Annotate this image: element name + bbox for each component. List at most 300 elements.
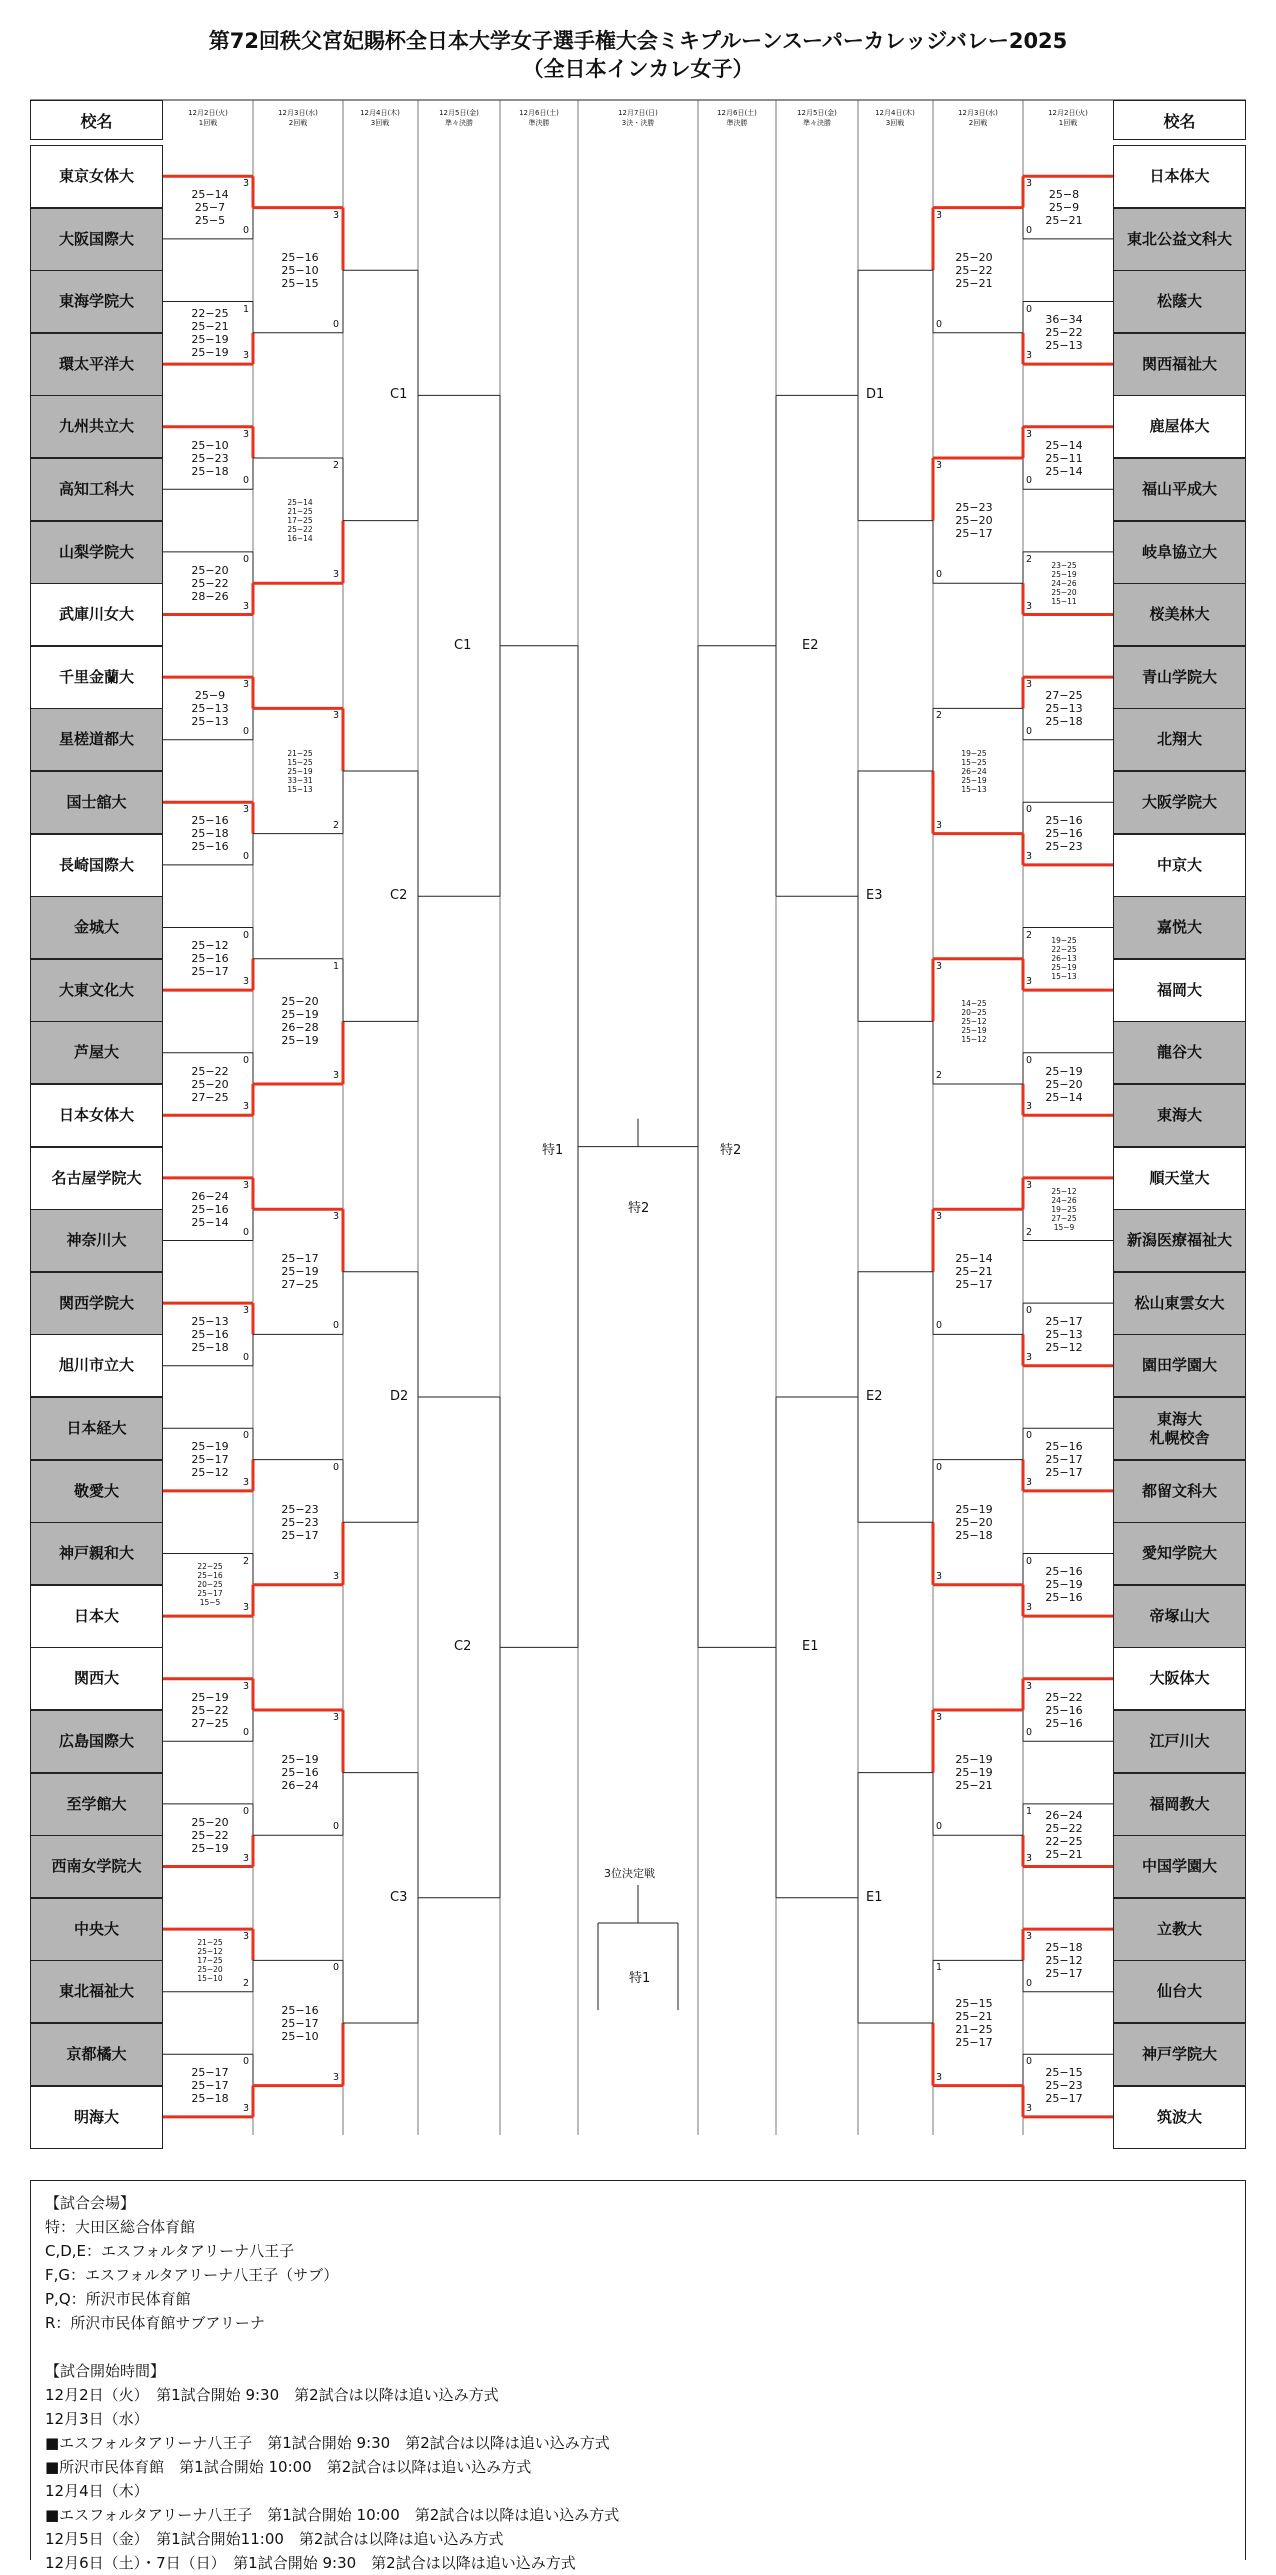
right-r2-match-sets-bottom: 0 bbox=[936, 569, 943, 581]
set-score: 25−21 bbox=[955, 276, 993, 290]
round-name: 準決勝 bbox=[726, 119, 748, 127]
right-r1-match-sets-top: 3 bbox=[1026, 1680, 1033, 1692]
right-r1-match-sets-bottom: 3 bbox=[1026, 350, 1033, 362]
right-r2-match-sets-bottom: 3 bbox=[936, 819, 943, 831]
team-right: 龍谷大 bbox=[1113, 1021, 1246, 1084]
round-header-left bbox=[497, 108, 581, 128]
set-score: 25−17 bbox=[1045, 1314, 1083, 1328]
round-header-left bbox=[417, 108, 501, 128]
left-r1-match-scores bbox=[171, 1065, 249, 1104]
left-r1-match-sets-bottom: 0 bbox=[243, 1727, 250, 1739]
left-r1-match-sets-top: 0 bbox=[243, 1805, 250, 1817]
left-r1-match-scores bbox=[171, 1691, 249, 1730]
set-score: 25−16 bbox=[1045, 1591, 1083, 1605]
team-left: 東北福祉大 bbox=[30, 1960, 163, 2023]
left-r2-match-sets-top: 0 bbox=[333, 1962, 340, 1974]
right-r1-match-sets-bottom: 0 bbox=[1026, 1727, 1033, 1739]
set-score: 25−17 bbox=[955, 1278, 993, 1292]
right-r2-match-scores bbox=[935, 1997, 1013, 2049]
left-qf-court-label: C2 bbox=[454, 1639, 472, 1655]
set-score: 25−19 bbox=[191, 345, 229, 359]
set-score: 25−8 bbox=[1048, 188, 1080, 202]
round-date: 12月6日(土) bbox=[717, 109, 757, 117]
info-line: ■エスフォルタアリーナ八王子 第1試合開始 10:00 第2試合は以降は追い込み方式 bbox=[45, 2506, 620, 2524]
right-r1-match-scores bbox=[1025, 689, 1103, 728]
right-r1-match-sets-bottom: 2 bbox=[1026, 1226, 1033, 1238]
left-r2-match-sets-bottom: 0 bbox=[333, 1320, 340, 1332]
set-score: 25−19 bbox=[1045, 1578, 1083, 1592]
info-line: F,G：エスフォルタアリーナ八王子（サブ） bbox=[45, 2266, 339, 2284]
left-r1-match-sets-top: 3 bbox=[243, 1305, 250, 1317]
set-score: 25−22 bbox=[191, 1828, 229, 1842]
left-r1-match-sets-top: 3 bbox=[243, 178, 250, 190]
round-name: 1回戦 bbox=[1058, 119, 1078, 127]
set-score: 25−16 bbox=[191, 952, 229, 966]
set-score: 25−17 bbox=[191, 965, 229, 979]
set-score: 25−19 bbox=[191, 1690, 229, 1704]
set-score: 25−12 bbox=[191, 939, 229, 953]
team-left: 関西学院大 bbox=[30, 1272, 163, 1335]
right-r1-match-sets-top: 2 bbox=[1026, 929, 1033, 941]
left-r1-match-sets-bottom: 0 bbox=[243, 850, 250, 862]
info-line: 12月6日（土）・7日（日） 第1試合開始 9:30 第2試合は以降は追い込み方式 bbox=[45, 2554, 576, 2572]
team-right: 筑波大 bbox=[1113, 2086, 1246, 2149]
set-score: 26−24 bbox=[1045, 1809, 1083, 1823]
set-score: 25−17 bbox=[1045, 2092, 1083, 2106]
left-r2-match-sets-top: 1 bbox=[333, 960, 340, 972]
round-name: 2回戦 bbox=[968, 119, 988, 127]
team-left: 中央大 bbox=[30, 1898, 163, 1961]
set-score: 21−25 bbox=[287, 507, 313, 517]
set-score: 25−23 bbox=[281, 1515, 319, 1529]
set-score: 25−22 bbox=[191, 576, 229, 590]
team-right: 北翔大 bbox=[1113, 708, 1246, 771]
set-score: 25−16 bbox=[281, 250, 319, 264]
set-score: 25−9 bbox=[1048, 201, 1080, 215]
left-r1-match-sets-top: 3 bbox=[243, 804, 250, 816]
left-r1-match-sets-top: 0 bbox=[243, 1430, 250, 1442]
set-score: 25−20 bbox=[191, 1815, 229, 1829]
set-score: 25−17 bbox=[955, 2036, 993, 2049]
set-score: 25−17 bbox=[191, 2066, 229, 2080]
right-r3-court-label: E2 bbox=[866, 1389, 883, 1404]
set-score: 22−25 bbox=[197, 1562, 223, 1572]
set-score: 25−20 bbox=[955, 514, 993, 528]
left-r2-match-scores bbox=[261, 1753, 339, 1792]
set-score: 25−23 bbox=[191, 451, 229, 465]
third-place-title: 3位決定戦 bbox=[604, 1867, 655, 1880]
round-header-final bbox=[596, 108, 680, 128]
set-score: 25−22 bbox=[191, 1064, 229, 1078]
set-score: 25−17 bbox=[197, 1589, 223, 1599]
right-qf-court-label: E2 bbox=[802, 637, 819, 653]
right-r1-match-scores bbox=[1025, 439, 1103, 478]
left-r1-match-sets-bottom: 3 bbox=[243, 600, 250, 612]
venue-info-panel bbox=[30, 2180, 1246, 2572]
set-score: 25−15 bbox=[1045, 2066, 1083, 2080]
set-score: 25−16 bbox=[281, 1766, 319, 1780]
set-score: 25−23 bbox=[1045, 840, 1083, 854]
right-r1-match-scores bbox=[1025, 1809, 1103, 1861]
team-right: 江戸川大 bbox=[1113, 1710, 1246, 1773]
right-r1-match-scores bbox=[1025, 313, 1103, 352]
set-score: 27−25 bbox=[191, 1090, 229, 1104]
set-score: 25−16 bbox=[1045, 1703, 1083, 1717]
right-r1-match-sets-bottom: 3 bbox=[1026, 2102, 1033, 2114]
left-r2-match-sets-top: 3 bbox=[333, 1211, 340, 1223]
right-r2-match-scores bbox=[935, 501, 1013, 540]
set-score: 25−19 bbox=[1051, 569, 1077, 579]
team-left: 京都橘大 bbox=[30, 2023, 163, 2086]
set-score: 25−23 bbox=[281, 1502, 319, 1516]
right-r1-match-sets-top: 0 bbox=[1026, 1305, 1033, 1317]
info-line: 【試合開始時間】 bbox=[45, 2362, 166, 2380]
round-date: 12月4日(木) bbox=[875, 109, 915, 117]
team-left: 九州共立大 bbox=[30, 395, 163, 458]
set-score: 25−15 bbox=[281, 276, 319, 290]
team-right: 日本体大 bbox=[1113, 145, 1246, 208]
right-r2-match-sets-bottom: 2 bbox=[936, 1070, 943, 1081]
team-right: 東海大 bbox=[1113, 1084, 1246, 1147]
right-r1-match-sets-top: 3 bbox=[1026, 1931, 1033, 1943]
right-r1-match-sets-bottom: 3 bbox=[1026, 1351, 1033, 1363]
set-score: 25−22 bbox=[955, 263, 993, 277]
set-score: 25−13 bbox=[1045, 339, 1083, 353]
team-left: 至学館大 bbox=[30, 1773, 163, 1836]
team-left: 大阪国際大 bbox=[30, 208, 163, 271]
set-score: 36−34 bbox=[1045, 313, 1083, 327]
right-r1-match-sets-top: 3 bbox=[1026, 1179, 1033, 1191]
left-r1-match-sets-top: 3 bbox=[243, 1680, 250, 1692]
document-subtitle: （全日本インカレ女子） bbox=[522, 57, 754, 81]
left-r1-match-scores bbox=[171, 2066, 249, 2105]
school-header-right: 校名 bbox=[1113, 100, 1246, 140]
round-date: 12月2日(火) bbox=[1048, 109, 1088, 117]
set-score: 19−25 bbox=[961, 748, 987, 758]
right-r3-court-label: D1 bbox=[866, 387, 885, 403]
round-name: 2回戦 bbox=[288, 119, 308, 127]
team-right: 岐阜協立大 bbox=[1113, 521, 1246, 584]
round-header-right bbox=[695, 108, 779, 128]
right-sf-court-label: 特2 bbox=[720, 1142, 742, 1158]
set-score: 25−16 bbox=[191, 840, 229, 854]
set-score: 25−16 bbox=[1045, 1716, 1083, 1730]
right-r1-match-sets-top: 0 bbox=[1026, 1555, 1033, 1567]
left-r2-match-sets-top: 3 bbox=[333, 1712, 340, 1723]
round-name: 3回戦 bbox=[370, 119, 390, 127]
right-r2-match-sets-bottom: 3 bbox=[936, 2071, 943, 2083]
set-score: 25−20 bbox=[191, 563, 229, 577]
round-name: 準々決勝 bbox=[803, 119, 831, 127]
final-court-label: 特2 bbox=[628, 1200, 650, 1216]
left-r2-match-sets-bottom: 3 bbox=[333, 1070, 340, 1081]
set-score: 25−19 bbox=[961, 775, 987, 785]
set-score: 26−24 bbox=[191, 1189, 229, 1203]
set-score: 25−19 bbox=[191, 1841, 229, 1855]
set-score: 25−9 bbox=[194, 688, 226, 702]
round-date: 12月5日(金) bbox=[439, 109, 479, 117]
round-header-right bbox=[936, 108, 1020, 128]
set-score: 25−14 bbox=[1045, 438, 1083, 452]
round-name: 1回戦 bbox=[198, 119, 218, 127]
set-score: 25−19 bbox=[281, 1034, 319, 1048]
set-score: 22−25 bbox=[191, 306, 229, 320]
set-score: 25−10 bbox=[281, 263, 319, 277]
team-right: 順天堂大 bbox=[1113, 1147, 1246, 1210]
set-score: 21−25 bbox=[287, 748, 313, 758]
set-score: 26−28 bbox=[281, 1021, 319, 1035]
team-right: 新潟医療福祉大 bbox=[1113, 1209, 1246, 1272]
set-score: 25−14 bbox=[191, 188, 229, 202]
left-qf-court-label: C1 bbox=[454, 637, 472, 653]
right-r2-match-sets-top: 3 bbox=[936, 960, 943, 972]
set-score: 17−25 bbox=[197, 1955, 223, 1965]
team-right: 愛知学院大 bbox=[1113, 1522, 1246, 1585]
set-score: 25−17 bbox=[955, 527, 993, 541]
left-r1-match-scores bbox=[171, 188, 249, 227]
set-score: 25−5 bbox=[194, 214, 226, 228]
left-r2-match-scores bbox=[261, 2004, 339, 2043]
team-left: 旭川市立大 bbox=[30, 1334, 163, 1397]
right-r1-match-scores bbox=[1025, 1065, 1103, 1104]
set-score: 17−25 bbox=[287, 516, 313, 526]
left-r1-match-sets-bottom: 3 bbox=[243, 1476, 250, 1488]
left-r1-match-sets-bottom: 0 bbox=[243, 1351, 250, 1363]
right-r2-match-sets-bottom: 0 bbox=[936, 318, 943, 330]
set-score: 25−15 bbox=[955, 1997, 993, 2010]
round-date: 12月6日(土) bbox=[519, 109, 559, 117]
right-r2-match-sets-bottom: 3 bbox=[936, 1570, 943, 1582]
team-left: 東海学院大 bbox=[30, 270, 163, 333]
team-right: 仙台大 bbox=[1113, 1960, 1246, 2023]
right-r1-match-sets-bottom: 0 bbox=[1026, 725, 1033, 737]
left-r1-match-scores bbox=[171, 689, 249, 728]
left-r1-match-scores bbox=[171, 439, 249, 478]
left-r1-match-sets-top: 3 bbox=[243, 428, 250, 440]
set-score: 25−22 bbox=[287, 525, 313, 535]
info-line: ■エスフォルタアリーナ八王子 第1試合開始 9:30 第2試合は以降は追い込み方式 bbox=[45, 2434, 610, 2452]
round-date: 12月5日(金) bbox=[797, 109, 837, 117]
set-score: 15−11 bbox=[1051, 596, 1077, 606]
set-score: 24−26 bbox=[1051, 578, 1077, 588]
left-r2-match-scores bbox=[261, 1252, 339, 1291]
left-sf-court-label: 特1 bbox=[542, 1142, 564, 1158]
team-left: 名古屋学院大 bbox=[30, 1147, 163, 1210]
team-left: 東京女体大 bbox=[30, 145, 163, 208]
set-score: 25−13 bbox=[1045, 1327, 1083, 1341]
right-r1-match-scores bbox=[1025, 1440, 1103, 1479]
set-score: 25−19 bbox=[1051, 963, 1077, 973]
set-score: 24−26 bbox=[1051, 1195, 1077, 1205]
team-left: 敬愛大 bbox=[30, 1460, 163, 1523]
info-line: 12月2日（火） 第1試合開始 9:30 第2試合は以降は追い込み方式 bbox=[45, 2386, 499, 2404]
left-r1-match-sets-bottom: 2 bbox=[243, 1977, 250, 1989]
set-score: 25−12 bbox=[197, 1946, 223, 1956]
set-score: 25−19 bbox=[955, 1753, 993, 1767]
right-r1-match-sets-bottom: 3 bbox=[1026, 1602, 1033, 1614]
left-r2-match-scores bbox=[261, 1503, 339, 1542]
right-r1-match-scores bbox=[1025, 561, 1103, 606]
team-left: 星槎道都大 bbox=[30, 708, 163, 771]
left-r1-match-sets-top: 0 bbox=[243, 2056, 250, 2068]
round-date: 12月4日(木) bbox=[360, 109, 400, 117]
round-name: 準決勝 bbox=[528, 119, 550, 127]
document-title: 第72回秩父宮妃賜杯全日本大学女子選手権大会ミキプルーンスーパーカレッジバレー2025 bbox=[208, 29, 1068, 53]
set-score: 22−25 bbox=[1045, 1835, 1083, 1849]
set-score: 25−21 bbox=[955, 1779, 993, 1793]
left-r1-match-scores bbox=[171, 1440, 249, 1479]
set-score: 25−21 bbox=[1045, 214, 1083, 228]
set-score: 25−19 bbox=[281, 1265, 319, 1279]
team-left: 神奈川大 bbox=[30, 1209, 163, 1272]
set-score: 25−16 bbox=[191, 1202, 229, 1216]
left-r2-match-sets-top: 2 bbox=[333, 460, 340, 471]
info-line: C,D,E：エスフォルタアリーナ八王子 bbox=[45, 2242, 295, 2260]
set-score: 15−10 bbox=[197, 1973, 223, 1983]
set-score: 25−19 bbox=[961, 1025, 987, 1035]
right-r1-match-sets-bottom: 3 bbox=[1026, 976, 1033, 988]
set-score: 25−17 bbox=[1045, 1453, 1083, 1467]
set-score: 25−14 bbox=[955, 1252, 993, 1266]
team-left: 日本大 bbox=[30, 1585, 163, 1648]
set-score: 25−18 bbox=[191, 2092, 229, 2106]
left-r2-match-scores bbox=[261, 251, 339, 290]
set-score: 15−9 bbox=[1053, 1222, 1075, 1232]
left-r1-match-sets-bottom: 0 bbox=[243, 725, 250, 737]
set-score: 25−7 bbox=[194, 201, 226, 215]
set-score: 25−18 bbox=[191, 464, 229, 478]
left-r1-match-scores bbox=[171, 1315, 249, 1354]
right-r1-match-sets-top: 3 bbox=[1026, 178, 1033, 190]
set-score: 20−25 bbox=[197, 1580, 223, 1590]
right-r2-match-sets-top: 3 bbox=[936, 1211, 943, 1223]
team-left: 西南女学院大 bbox=[30, 1835, 163, 1898]
team-right: 神戸学院大 bbox=[1113, 2023, 1246, 2086]
team-left: 明海大 bbox=[30, 2086, 163, 2149]
round-date: 12月7日(日) bbox=[618, 109, 658, 117]
left-r1-match-scores bbox=[171, 1938, 249, 1983]
team-right: 松蔭大 bbox=[1113, 270, 1246, 333]
team-left: 千里金蘭大 bbox=[30, 646, 163, 709]
set-score: 27−25 bbox=[1045, 688, 1083, 702]
set-score: 25−20 bbox=[281, 995, 319, 1009]
team-left: 広島国際大 bbox=[30, 1710, 163, 1773]
team-right: 嘉悦大 bbox=[1113, 896, 1246, 959]
right-r2-match-sets-top: 3 bbox=[936, 1712, 943, 1723]
team-left: 日本女体大 bbox=[30, 1084, 163, 1147]
right-r1-match-scores bbox=[1025, 1187, 1103, 1232]
info-line: 12月4日（木） bbox=[45, 2482, 149, 2500]
left-r1-match-scores bbox=[171, 939, 249, 978]
set-score: 26−24 bbox=[961, 766, 987, 776]
round-header-left bbox=[338, 108, 422, 128]
set-score: 15−13 bbox=[1051, 972, 1077, 982]
set-score: 25−19 bbox=[955, 1766, 993, 1780]
set-score: 25−22 bbox=[191, 1703, 229, 1717]
round-date: 12月2日(火) bbox=[188, 109, 228, 117]
right-r1-match-sets-top: 3 bbox=[1026, 679, 1033, 691]
set-score: 15−25 bbox=[961, 757, 987, 767]
set-score: 25−14 bbox=[287, 498, 313, 508]
set-score: 25−16 bbox=[1045, 827, 1083, 841]
round-date: 12月3日(水) bbox=[278, 109, 318, 117]
team-right: 立教大 bbox=[1113, 1898, 1246, 1961]
right-r2-match-sets-top: 0 bbox=[936, 1461, 943, 1473]
left-r1-match-sets-top: 0 bbox=[243, 929, 250, 941]
set-score: 25−10 bbox=[281, 2029, 319, 2043]
right-r2-match-scores bbox=[935, 1252, 1013, 1291]
set-score: 25−17 bbox=[281, 2016, 319, 2030]
set-score: 25−19 bbox=[955, 1502, 993, 1516]
set-score: 25−19 bbox=[287, 766, 313, 776]
set-score: 25−21 bbox=[191, 319, 229, 333]
set-score: 25−13 bbox=[1045, 701, 1083, 715]
left-r2-match-sets-bottom: 0 bbox=[333, 318, 340, 330]
round-name: 3回戦 bbox=[885, 119, 905, 127]
team-left: 神戸親和大 bbox=[30, 1522, 163, 1585]
team-right: 大阪学院大 bbox=[1113, 771, 1246, 834]
set-score: 26−24 bbox=[281, 1779, 319, 1793]
set-score: 25−16 bbox=[1045, 814, 1083, 828]
team-left: 日本経大 bbox=[30, 1397, 163, 1460]
right-r1-match-sets-top: 2 bbox=[1026, 553, 1033, 565]
left-r1-match-sets-bottom: 3 bbox=[243, 1602, 250, 1614]
left-r1-match-scores bbox=[171, 306, 250, 362]
set-score: 25−17 bbox=[191, 1453, 229, 1467]
team-left: 関西大 bbox=[30, 1647, 163, 1710]
set-score: 25−20 bbox=[1045, 1077, 1083, 1091]
right-r1-match-sets-bottom: 3 bbox=[1026, 1476, 1033, 1488]
set-score: 25−18 bbox=[1045, 1940, 1083, 1954]
set-score: 33−31 bbox=[287, 775, 313, 785]
set-score: 25−19 bbox=[191, 1440, 229, 1454]
left-r2-match-sets-top: 3 bbox=[333, 710, 340, 722]
team-right: 鹿屋体大 bbox=[1113, 395, 1246, 458]
set-score: 25−14 bbox=[1045, 1090, 1083, 1104]
set-score: 25−21 bbox=[955, 2010, 993, 2023]
set-score: 15−13 bbox=[961, 784, 987, 794]
set-score: 15−13 bbox=[287, 784, 313, 794]
right-r2-match-scores bbox=[935, 251, 1013, 290]
left-r2-match-sets-bottom: 3 bbox=[333, 569, 340, 581]
left-r1-match-sets-bottom: 0 bbox=[243, 224, 250, 236]
set-score: 25−13 bbox=[191, 1314, 229, 1328]
set-score: 25−16 bbox=[191, 814, 229, 828]
left-r1-match-scores bbox=[171, 564, 249, 603]
school-header-left: 校名 bbox=[30, 100, 163, 140]
set-score: 25−23 bbox=[1045, 2079, 1083, 2093]
right-r2-match-sets-bottom: 0 bbox=[936, 1320, 943, 1332]
left-r2-match-scores bbox=[261, 749, 339, 794]
set-score: 25−21 bbox=[1045, 1848, 1083, 1862]
round-header-right bbox=[853, 108, 937, 128]
set-score: 25−16 bbox=[1045, 1565, 1083, 1579]
left-r1-match-scores bbox=[171, 814, 249, 853]
right-r1-match-sets-top: 0 bbox=[1026, 804, 1033, 816]
left-r2-match-sets-bottom: 0 bbox=[333, 1821, 340, 1833]
set-score: 25−19 bbox=[191, 332, 229, 346]
set-score: 25−22 bbox=[1045, 1690, 1083, 1704]
right-r1-match-sets-top: 0 bbox=[1026, 303, 1033, 315]
set-score: 25−21 bbox=[955, 1265, 993, 1279]
team-left: 金城大 bbox=[30, 896, 163, 959]
set-score: 25−20 bbox=[197, 1964, 223, 1974]
left-r1-match-sets-bottom: 0 bbox=[243, 1226, 250, 1238]
set-score: 21−25 bbox=[955, 2023, 993, 2036]
team-right: 松山東雲女大 bbox=[1113, 1272, 1246, 1335]
info-line: 12月3日（水） bbox=[45, 2410, 149, 2428]
set-score: 28−26 bbox=[191, 589, 229, 603]
